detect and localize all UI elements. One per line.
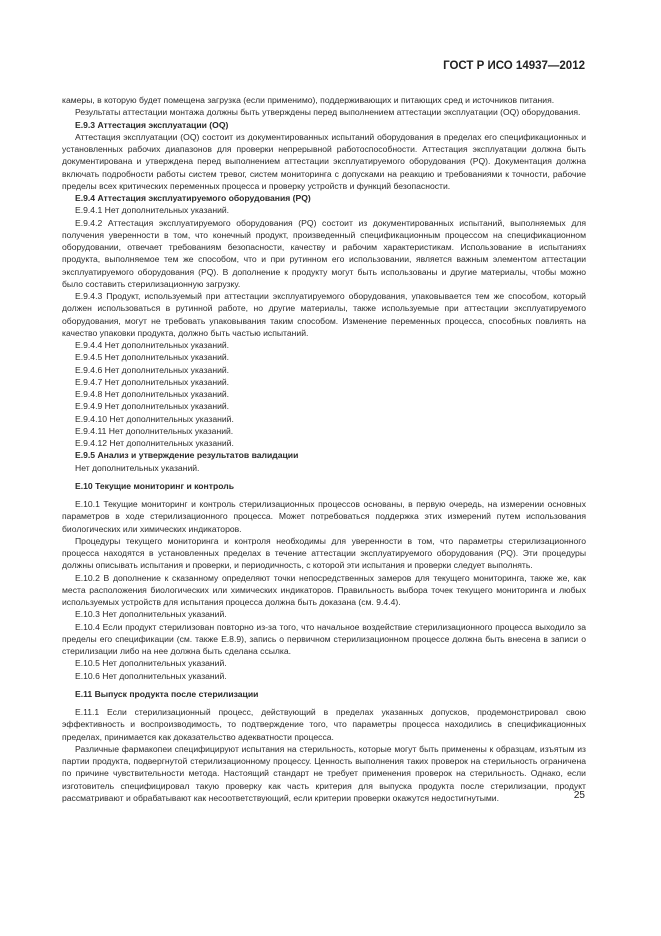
clause-line: Е.9.4.5 Нет дополнительных указаний. (75, 352, 230, 363)
clause-line: Е.9.4.7 Нет дополнительных указаний. (75, 376, 230, 387)
paragraph: Аттестация эксплуатации (OQ) состоит из документированных испытаний оборудования в пределах его спецификационных и установленных рабочих диапазонов для проверки непрерывной работоспособности. Аттестация эксплуатации должна быть документирована и утверждена перед выполнением аттестации эксплуатируемого оборудования (PQ). Документация должна включать подробности работы систем тревог, систем мониторинга с допусками на реакцию и требованиями к точности, рабочие пределы всех критических переменных процесса и проверку устройств и функций безопасности. (62, 131, 586, 191)
clause-line: Е.10.6 Нет дополнительных указаний. (75, 670, 227, 681)
clause-line: Е.9.4.9 Нет дополнительных указаний. (75, 401, 230, 412)
clause-line: Е.9.4.8 Нет дополнительных указаний. (75, 389, 230, 399)
paragraph: Е.9.4.2 Аттестация эксплуатируемого оборудования (PQ) состоит из документированных испытаний, выполняемых для получения уверенности в том, что конечный продукт, произведенный спецификационным процессом на спецификационном оборудовании, отвечает требованиям безопасности, качеству и рабочим характеристикам. Использование в испытаниях продукта, выполняемое тем же способом, что и при рутинном его использовании, является важным элементом аттестации эксплуатируемого оборудования (PQ). В дополнение к продукту могут быть использованы и другие материалы, чтобы можно было составить стерилизационную загрузку. (62, 217, 586, 289)
clause-line: Е.9.4.1 Нет дополнительных указаний. (75, 205, 230, 216)
paragraph: Различные фармакопеи специфицируют испытания на стерильность, которые могут быть применены к образцам, изъятым из партии продукта, подвергнутой стерилизационному процессу. Ценность выполнения таких проверок на стерильность ограничена по причине чувствительности метода. Настоящий стандарт не требует применения проверок на стерильность. Однако, если изготовитель специфицировал такую проверку как часть критерия для выпуска продукта после стерилизации, продукт рассматривают и обрабатывают как несоответствующий, если критерии проверки окажутся недостигнутыми. (62, 743, 586, 803)
section-heading-e9-4: Е.9.4 Аттестация эксплуатируемого оборудования (PQ) (75, 193, 311, 203)
section-heading-e9-5: Е.9.5 Анализ и утверждение результатов валидации (75, 450, 299, 461)
paragraph: Е.9.4.3 Продукт, используемый при аттестации эксплуатируемого оборудования, упаковывается тем же способом, который должен использоваться в рутинной работе, но другие материалы, также используемые при аттестации эксплуатируемого оборудования, могут не требовать упаковывания таким способом. Изменение переменных процесса, способных повлиять на качество упаковки продукта, должно быть частью испытаний. (62, 291, 586, 338)
clause-line: Е.10.5 Нет дополнительных указаний. (75, 658, 227, 669)
paragraph: камеры, в которую будет помещена загрузка (если применимо), поддерживающих и питающих сред и источников питания. (62, 95, 555, 105)
section-heading-e11: Е.11 Выпуск продукта после стерилизации (75, 688, 259, 699)
paragraph: Е.10.2 В дополнение к сказанному определяют точки непосредственных замеров для текущего мониторинга, также же, как места расположения биологических или химических индикаторов. Правильность выбора точек текущего мониторинга и любых используемых устройств для испытания процесса должна быть доказана (см. 9.4.4). (62, 572, 586, 607)
page-body (62, 94, 586, 804)
paragraph: Е.10.1 Текущие мониторинг и контроль стерилизационных процессов основаны, в первую очередь, на измерении основных параметров в ходе стерилизационного процесса. Может потребоваться поддержка этих измерений путем использования биологических или химических индикаторов. (62, 499, 586, 534)
clause-line: Е.9.4.4 Нет дополнительных указаний. (75, 340, 230, 350)
paragraph: Е.10.4 Если продукт стерилизован повторно из-за того, что начальное воздействие стерилизационного процесса выходило за пределы его спецификации (см. также Е.8.9), запись о первичном стерилизационном процессе должна быть внесена в записи о стерилизации либо на нее должна быть сделана ссылка. (62, 621, 586, 656)
paragraph: Процедуры текущего мониторинга и контроля необходимы для уверенности в том, что параметры стерилизационного процесса находятся в установленных пределах в течение аттестации эксплуатируемого оборудования (PQ). Эти процедуры должны описывать испытания и проверки, и периодичность, с которой эти испытания и проверки следует выполнять. (62, 535, 586, 571)
page-number: 25 (573, 790, 585, 801)
clause-line: Е.9.4.11 Нет дополнительных указаний. (75, 425, 234, 436)
paragraph: Е.11.1 Если стерилизационный процесс, действующий в пределах указанных допусков, продемонстрировал свою эффективность и воспроизводимость, то подтверждение того, что параметры процесса находились в спецификационных пределах, принимается как доказательство адекватности процесса. (62, 707, 586, 742)
paragraph: Нет дополнительных указаний. (75, 462, 200, 473)
section-heading-e10: Е.10 Текущие мониторинг и контроль (75, 480, 234, 491)
clause-line: Е.9.4.6 Нет дополнительных указаний. (75, 364, 230, 375)
clause-line: Е.9.4.12 Нет дополнительных указаний. (75, 438, 234, 448)
document-id: ГОСТ Р ИСО 14937—2012 (443, 60, 585, 72)
section-heading-e9-3: Е.9.3 Аттестация эксплуатации (OQ) (75, 119, 229, 130)
clause-line: Е.9.4.10 Нет дополнительных указаний. (75, 413, 234, 424)
clause-line: Е.10.3 Нет дополнительных указаний. (75, 609, 227, 620)
paragraph: Результаты аттестации монтажа должны быть утверждены перед выполнением аттестации эксплуатации (OQ) оборудования. (75, 107, 581, 118)
